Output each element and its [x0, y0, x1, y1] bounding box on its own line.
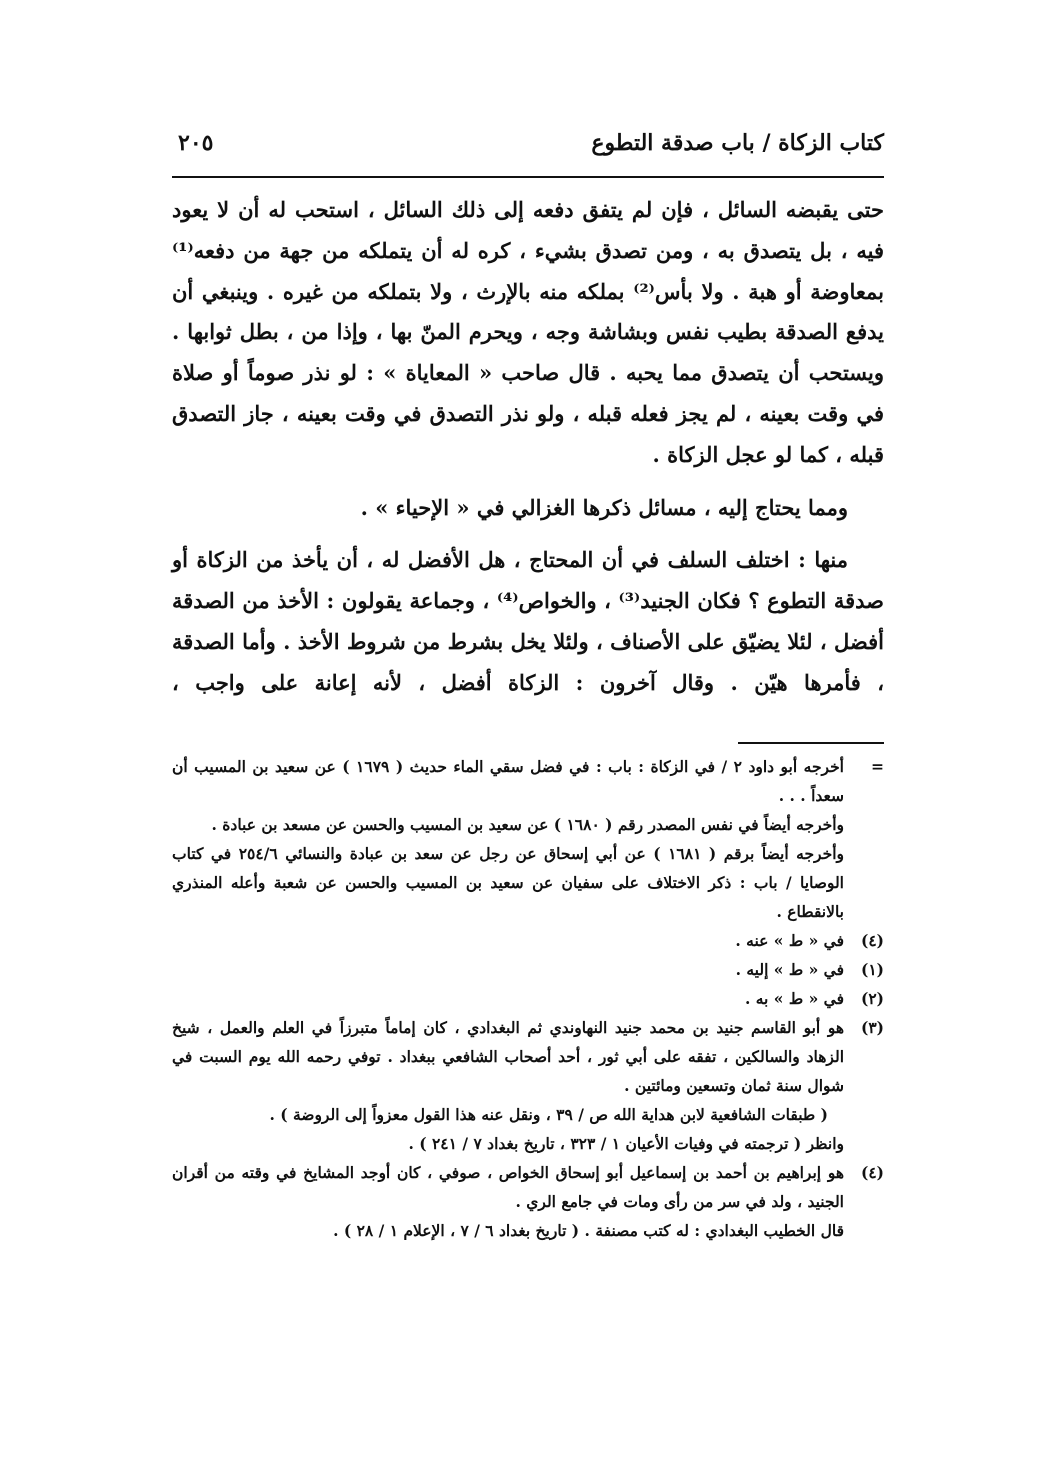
page-header [172, 126, 884, 166]
footnote-subline [172, 1100, 884, 1129]
paragraph-2: ومما يحتاج إليه ، مسائل ذكرها الغزالي في « الإحياء » . [360, 494, 848, 520]
footnote-item [172, 1158, 884, 1216]
footnote-line: أخرجه أبو داود ٢ / في الزكاة : باب : في فضل سقي الماء حديث ( ١٦٧٩ ) عن سعيد بن المسيب أن سعداً . . . [172, 757, 844, 805]
footnote-text: هو أبو القاسم جنيد بن محمد جنيد النهاوندي ثم البغدادي ، كان إماماً متبرزاً في العلم والعمل ، شيخ الزهاد والسالكين ، تفقه على أبي ثور ، أحد أصحاب الشافعي ببغداد . توفي رحمه الله يوم السبت في شوال سنة ثمان وتسعين ومائتين . [172, 1018, 844, 1095]
footnote-subline [172, 1216, 884, 1245]
footnote-item [172, 984, 884, 1013]
footnote-text: هو إبراهيم بن أحمد بن إسماعيل أبو إسحاق الخواص ، صوفي ، كان أوجد المشايخ في وقته من أقران الجنيد ، ولد في سر من رأى ومات في جامع الري . [172, 1163, 844, 1211]
footnote-line: وأخرجه أيضاً برقم ( ١٦٨١ ) عن أبي إسحاق عن رجل عن سعد بن عبادة والنسائي ٢٥٤/٦ في كتاب الوصايا / باب : ذكر الاختلاف على سفيان عن سعيد بن المسيب والحسن عن شعبة وأعله المنذري بالانقطاع . [172, 844, 844, 921]
footnote-text: ( طبقات الشافعية لابن هداية الله ص / ٣٩ ، ونقل عنه هذا القول معزواً إلى الروضة ) . [269, 1105, 828, 1124]
paragraph-3: منها : اختلف السلف في أن المحتاج ، هل الأفضل له ، أن يأخذ من الزكاة أو صدقة التطوع ؟ فكان الجنيد⁽³⁾ ، والخواص⁽⁴⁾ ، وجماعة يقولون : الأخذ من الصدقة أفضل ، لئلا يضيّق على الأصناف ، ولئلا يخل بشرط من شروط الأخذ . وأما الصدقة ، فأمرها هيّن . وقال آخرون : الزكاة أفضل ، لأنه إعانة على واجب ، [172, 547, 885, 695]
footnotes [172, 752, 884, 1245]
page-number: ٢٠٥ [178, 130, 214, 156]
footnote-text: قال الخطيب البغدادي : له كتب مصنفة . ( تاريخ بغداد ٦ / ٧ ، الإعلام ١ / ٢٨ ) . [333, 1221, 844, 1240]
footnote-number: (١) [860, 960, 884, 979]
footnote-text: وانظر ( ترجمته في وفيات الأعيان ١ / ٣٢٣ ، تاريخ بغداد ٧ / ٢٤١ ) . [408, 1134, 844, 1153]
footnote-subline [172, 1129, 884, 1158]
header-divider [172, 176, 884, 178]
footnote-divider [738, 742, 884, 744]
footnote-text: في « ط » به . [744, 989, 844, 1008]
footnote-item [172, 955, 884, 984]
paragraph-1: حتى يقبضه السائل ، فإن لم يتفق دفعه إلى ذلك السائل ، استحب له أن لا يعود فيه ، بل يتصدق به ، ومن تصدق بشيء ، كره له أن يتملكه من جهة من دفعه⁽¹⁾ بمعاوضة أو هبة . ولا بأس⁽²⁾ بملكه منه بالإرث ، ولا بتملكه من غيره . وينبغي أن يدفع الصدقة بطيب نفس وبشاشة وجه ، ويحرم المنّ بها ، وإذا من ، بطل ثوابها . ويستحب أن يتصدق مما يحبه . قال صاحب « المعاياة » : لو نذر صوماً أو صلاة في وقت بعينه ، لم يجز فعله قبله ، ولو نذر التصدق في وقت بعينه ، جاز التصدق قبله ، كما لو عجل الزكاة . [172, 197, 884, 467]
running-title: كتاب الزكاة / باب صدقة التطوع [591, 130, 884, 156]
continuation-mark: = [871, 757, 884, 776]
footnote-continuation [172, 752, 884, 926]
footnote-text: في « ط » إليه . [735, 960, 844, 979]
footnote-item [172, 926, 884, 955]
footnote-text: في « ط » عنه . [735, 931, 844, 950]
footnote-number: (٢) [860, 989, 884, 1008]
footnote-number: (٣) [860, 1018, 884, 1037]
footnote-line: وأخرجه أيضاً في نفس المصدر رقم ( ١٦٨٠ ) عن سعيد بن المسيب والحسن عن مسعد بن عبادة . [211, 815, 844, 834]
footnote-item [172, 1013, 884, 1100]
footnote-number: (٤) [860, 1163, 884, 1182]
footnote-number: (٤) [860, 931, 884, 950]
main-text [172, 190, 884, 704]
